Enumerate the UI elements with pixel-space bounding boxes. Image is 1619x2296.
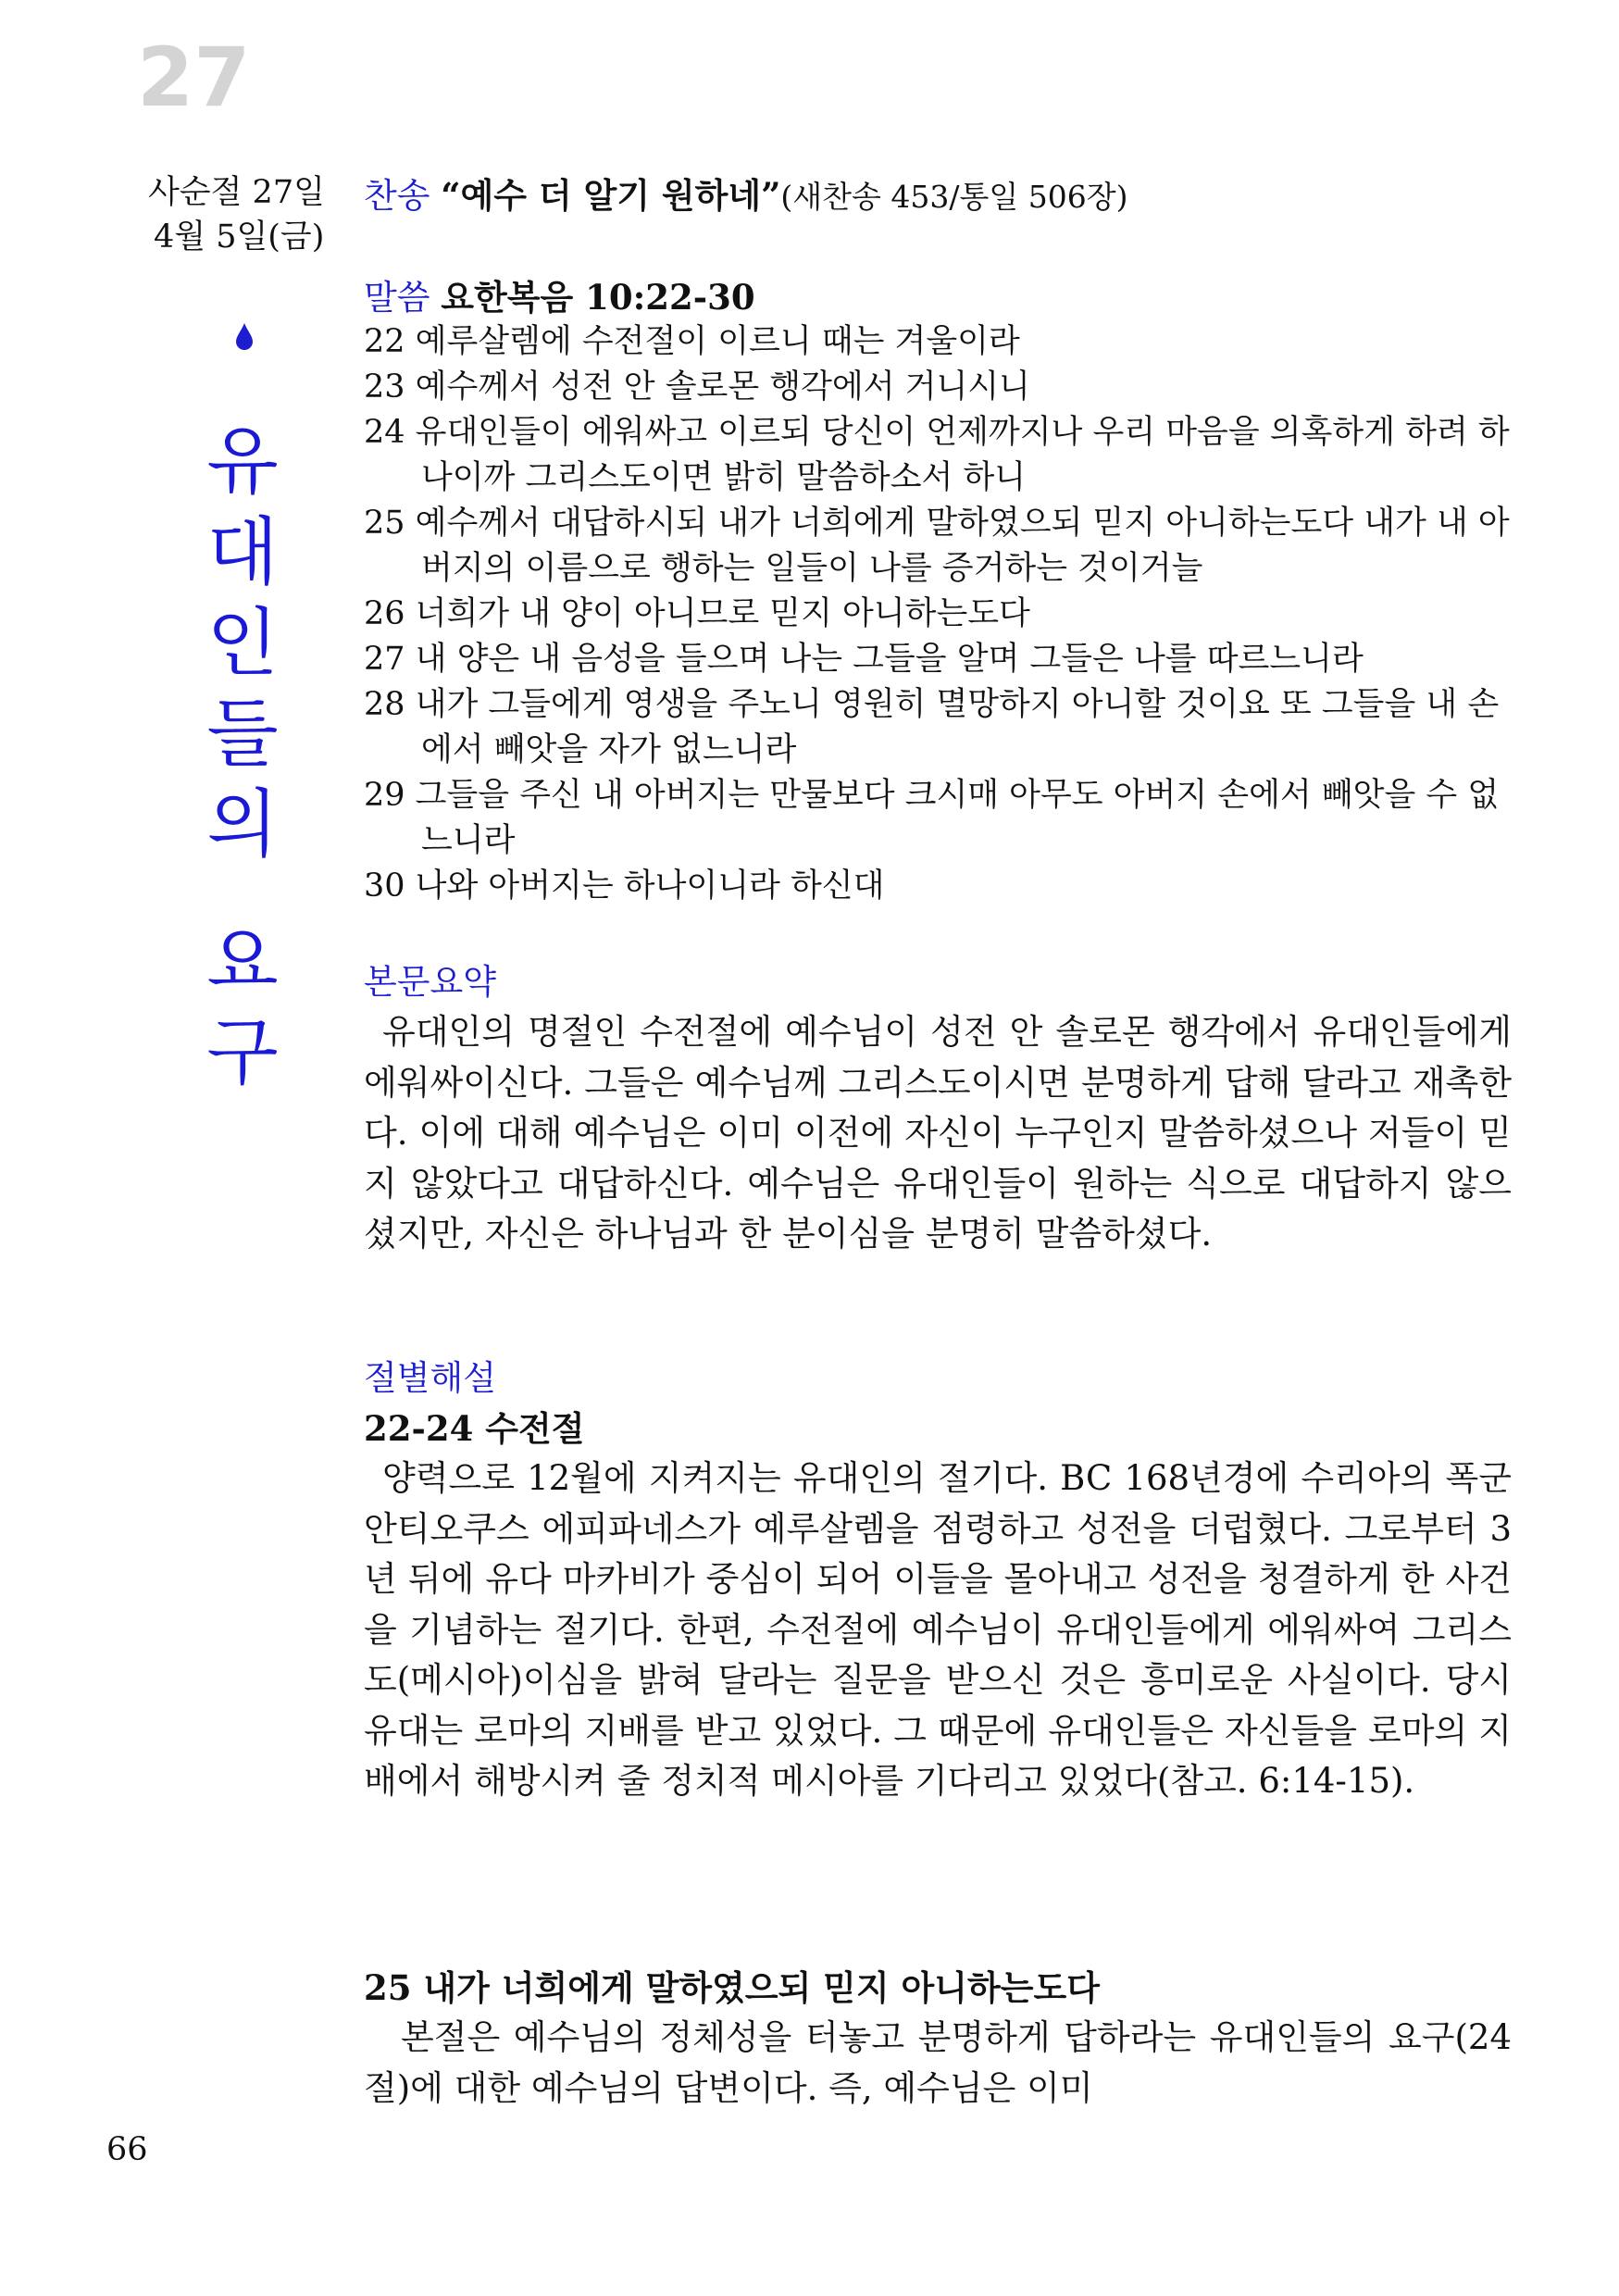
scripture-reference: 요한복음 10:22-30 [441,277,755,318]
hymn-title: “예수 더 알기 원하네” [441,175,781,216]
drop-icon [234,322,255,350]
day-number: 27 [137,30,251,125]
title-char: 들 [206,691,279,777]
page-number: 66 [106,2131,148,2168]
commentary-text: 양력으로 12월에 지켜지는 유대인의 절기다. BC 168년경에 수리아의 폭군 안티오쿠스 에피파네스가 예루살렘을 점령하고 성전을 더럽혔다. 그로부터 3년 뒤에 유다 마카비가 중심이 되어 이들을 몰아내고 성전을 청결하게 한 사건을 기념하는 절기다. 한편, 수전절에 예수님이 유대인들에게 에워싸여 그리스도(메시아)이심을 밝혀 달라는 질문을 받으신 것은 흥미로운 사실이다. 당시 유대는 로마의 지배를 받고 있었다. 그 때문에 유대인들은 자신들을 로마의 지배에서 해방시켜 줄 정치적 메시아를 기다리고 있었다(참고. 6:14-15). [364,1458,1512,1801]
commentary-section-25 [364,1963,1512,2114]
summary-text: 유대인의 명절인 수전절에 예수님이 성전 안 솔로몬 행각에서 유대인들에게 에워싸이신다. 그들은 예수님께 그리스도이시면 분명하게 답해 달라고 재촉한다. 이에 대해 예수님은 이미 이전에 자신이 누구인지 말씀하셨으나 저들이 믿지 않았다고 대답하신다. 예수님은 유대인들이 원하는 식으로 대답하지 않으셨지만, 자신은 하나님과 한 분이심을 분명히 말씀하셨다. [364,1012,1512,1254]
title-char: 요 [206,918,279,1004]
summary-title: 본문요약 [364,962,496,1002]
scripture-label: 말씀 [364,278,430,318]
verse: 26 너희가 내 양이 아니므로 믿지 아니하는도다 [364,595,1030,632]
verse-list [364,319,1512,909]
season-day: 사순절 27일 [148,174,325,211]
side-date [148,170,325,259]
commentary-heading: 25 내가 너희에게 말하였으되 믿지 아니하는도다 [364,1967,1100,2008]
commentary-section [364,1354,1512,1807]
summary-section [364,957,1512,1260]
verse: 23 예수께서 성전 안 솔로몬 행각에서 거니시니 [364,368,1030,406]
verse: 27 내 양은 내 음성을 들으며 나는 그들을 알며 그들은 나를 따르느니라 [364,641,1364,678]
verse: 30 나와 아버지는 하나이니라 하신대 [364,867,885,905]
title-gap [196,870,289,917]
commentary-heading: 22-24 수전절 [364,1408,585,1449]
vertical-title [196,417,289,1098]
scripture-heading [364,274,1512,321]
title-char: 구 [206,1009,279,1095]
hymn-ref: (새찬송 453/통일 506장) [780,179,1128,215]
verse: 22 예루살렘에 수전절이 이르니 때는 겨울이라 [364,323,1020,360]
title-char: 유 [206,418,279,505]
title-char: 대 [206,509,279,595]
title-char: 의 [206,781,279,867]
hymn-label: 찬송 [364,176,430,216]
commentary-title: 절별해설 [364,1358,496,1398]
verse: 25 예수께서 대답하시되 내가 너희에게 말하였으되 믿지 아니하는도다 내가 내 아버지의 이름으로 행하는 일들이 나를 증거하는 것이거늘 [364,505,1510,587]
verse: 24 유대인들이 에워싸고 이르되 당신이 언제까지나 우리 마음을 의혹하게 하려 하나이까 그리스도이면 밝히 말씀하소서 하니 [364,414,1510,496]
verse: 29 그들을 주신 내 아버지는 만물보다 크시매 아무도 아버지 손에서 빼앗을 수 없느니라 [364,777,1500,859]
hymn-line [364,172,1512,220]
verse: 28 내가 그들에게 영생을 주노니 영원히 멸망하지 아니할 것이요 또 그들을 내 손에서 빼앗을 자가 없느니라 [364,686,1500,768]
title-char: 인 [206,600,279,686]
calendar-date: 4월 5일(금) [154,218,325,256]
commentary-text: 본절은 예수님의 정체성을 터놓고 분명하게 답하라는 유대인들의 요구(24절)에 대한 예수님의 답변이다. 즉, 예수님은 이미 [364,2017,1512,2108]
